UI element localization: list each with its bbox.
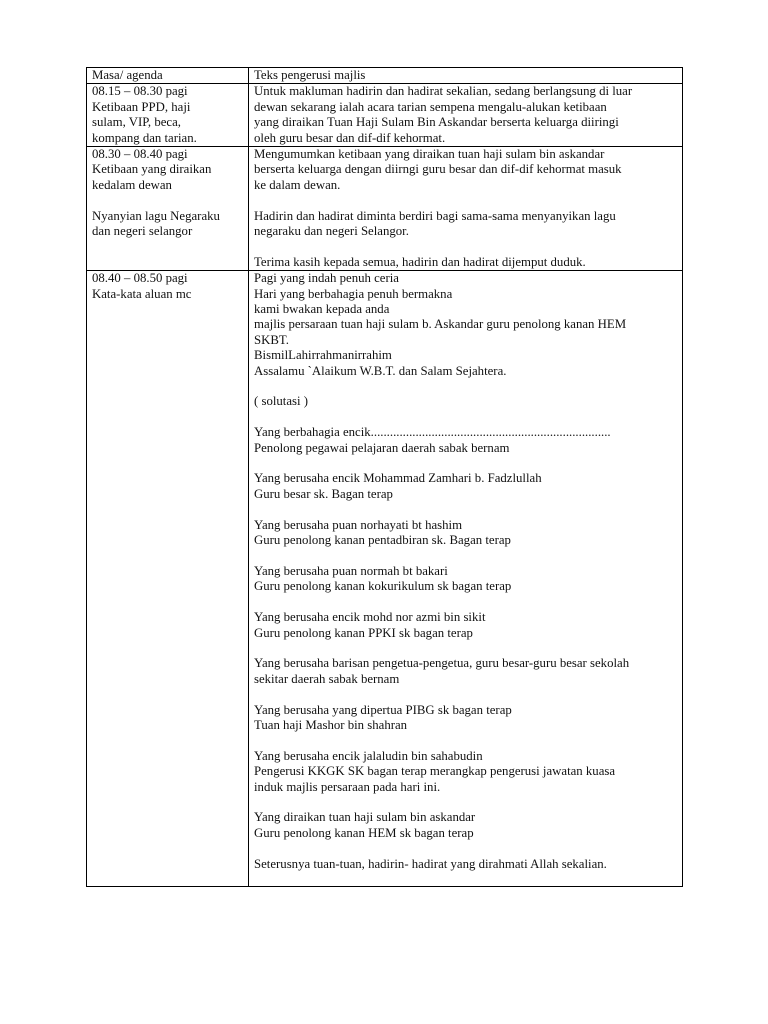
blank-line	[254, 641, 678, 656]
text-line: dan negeri selangor	[92, 224, 193, 239]
header-cell-masa-agenda	[87, 68, 249, 84]
agenda-table	[86, 67, 683, 887]
text-line: Guru penolong kanan pentadbiran sk. Bagan terap	[254, 533, 511, 548]
text-line: Tuan haji Mashor bin shahran	[254, 717, 408, 732]
blank-line	[254, 733, 678, 748]
blank-line	[254, 193, 678, 208]
text-line: Yang berusaha encik Mohammad Zamhari b. Fadzlullah	[254, 471, 542, 486]
table-header-row	[87, 68, 683, 84]
header-label: Masa/ agenda	[92, 68, 163, 82]
script-cell	[249, 147, 683, 271]
blank-line	[254, 795, 678, 810]
header-label: Teks pengerusi majlis	[254, 68, 366, 82]
text-line: induk majlis persaraan pada hari ini.	[254, 779, 441, 794]
text-line: negaraku dan negeri Selangor.	[254, 224, 409, 239]
text-line: Terima kasih kepada semua, hadirin dan hadirat dijemput duduk.	[254, 254, 586, 269]
agenda-cell	[87, 147, 249, 271]
text-line: Yang berusaha barisan pengetua-pengetua, guru besar-guru besar sekolah	[254, 656, 630, 671]
text-line: Yang diraikan tuan haji sulam bin askandar	[254, 810, 476, 825]
script-cell	[249, 84, 683, 147]
text-line: Ketibaan PPD, haji	[92, 99, 191, 114]
text-line: Untuk makluman hadirin dan hadirat sekalian, sedang berlangsung di luar	[254, 84, 633, 99]
agenda-cell	[87, 271, 249, 887]
blank-line	[254, 687, 678, 702]
text-line: Guru besar sk. Bagan terap	[254, 486, 393, 501]
text-line: kedalam dewan	[92, 177, 172, 192]
text-line: Hari yang berbahagia penuh bermakna	[254, 286, 453, 301]
text-line: 08.15 – 08.30 pagi	[92, 84, 188, 99]
text-line: 08.30 – 08.40 pagi	[92, 147, 188, 162]
text-line: Kata-kata aluan mc	[92, 286, 192, 301]
text-line: ke dalam dewan.	[254, 177, 341, 192]
text-line: sulam, VIP, beca,	[92, 115, 181, 130]
text-line: dewan sekarang ialah acara tarian sempena mengalu-alukan ketibaan	[254, 99, 607, 114]
text-line: 08.40 – 08.50 pagi	[92, 271, 188, 286]
text-line: berserta keluarga dengan diirngi guru besar dan dif-dif kehormat masuk	[254, 162, 622, 177]
text-line: Nyanyian lagu Negaraku	[92, 208, 220, 223]
text-line: Guru penolong kanan PPKI sk bagan terap	[254, 625, 473, 640]
blank-line	[254, 841, 678, 856]
text-line: BismilLahirrahmanirrahim	[254, 348, 392, 363]
blank-line	[254, 239, 678, 254]
blank-line	[254, 595, 678, 610]
text-line: Yang berusaha puan norhayati bt hashim	[254, 517, 463, 532]
blank-line	[92, 193, 244, 208]
blank-line	[254, 549, 678, 564]
blank-line	[254, 379, 678, 394]
text-line: Yang berusaha yang dipertua PIBG sk bagan terap	[254, 702, 512, 717]
text-line: kami bwakan kepada anda	[254, 302, 390, 317]
text-line: kompang dan tarian.	[92, 130, 197, 145]
table-row	[87, 271, 683, 887]
blank-line	[254, 456, 678, 471]
blank-line	[254, 502, 678, 517]
text-line: Guru penolong kanan HEM sk bagan terap	[254, 825, 474, 840]
text-line: Yang berusaha encik mohd nor azmi bin sikit	[254, 610, 486, 625]
table-row	[87, 147, 683, 271]
text-line: Assalamu `Alaikum W.B.T. dan Salam Sejahtera.	[254, 363, 507, 378]
script-cell	[249, 271, 683, 887]
text-line: Seterusnya tuan-tuan, hadirin- hadirat yang dirahmati Allah sekalian.	[254, 856, 607, 871]
table-row	[87, 84, 683, 147]
text-line: Yang berbahagia encik...........................................................................	[254, 425, 611, 440]
text-line: oleh guru besar dan dif-dif kehormat.	[254, 130, 446, 145]
text-line: sekitar daerah sabak bernam	[254, 671, 400, 686]
agenda-cell	[87, 84, 249, 147]
text-line: Hadirin dan hadirat diminta berdiri bagi sama-sama menyanyikan lagu	[254, 208, 616, 223]
text-line: Ketibaan yang diraikan	[92, 162, 212, 177]
text-line: Yang berusaha encik jalaludin bin sahabudin	[254, 748, 483, 763]
text-line: Guru penolong kanan kokurikulum sk bagan terap	[254, 579, 512, 594]
text-line: Penolong pegawai pelajaran daerah sabak bernam	[254, 440, 510, 455]
text-line: SKBT.	[254, 332, 289, 347]
blank-line	[254, 410, 678, 425]
text-line: Yang berusaha puan normah bt bakari	[254, 563, 448, 578]
text-line: majlis persaraan tuan haji sulam b. Askandar guru penolong kanan HEM	[254, 317, 627, 332]
text-line: ( solutasi )	[254, 394, 309, 409]
text-line: Mengumumkan ketibaan yang diraikan tuan haji sulam bin askandar	[254, 147, 605, 162]
text-line: yang diraikan Tuan Haji Sulam Bin Askandar berserta keluarga diiringi	[254, 115, 619, 130]
text-line: Pengerusi KKGK SK bagan terap merangkap pengerusi jawatan kuasa	[254, 764, 616, 779]
header-cell-teks-pengerusi	[249, 68, 683, 84]
text-line: Pagi yang indah penuh ceria	[254, 271, 399, 286]
